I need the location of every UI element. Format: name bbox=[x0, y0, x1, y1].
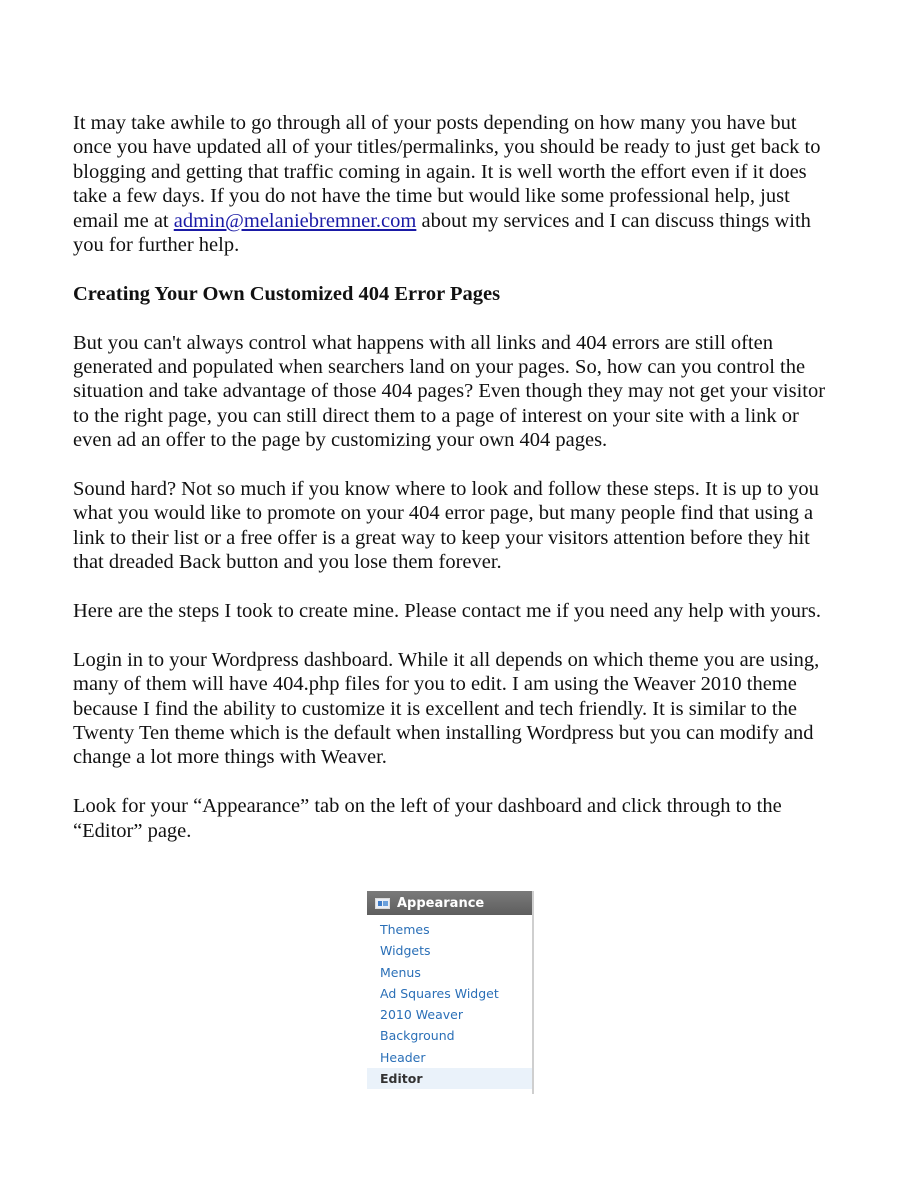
appearance-icon bbox=[375, 898, 390, 909]
paragraph-2: But you can't always control what happens with all links and 404 errors are still often generated and populated when searchers land on your pages. So, how can you control the situation and take advantage of those 404 pages? Even though they may not get your visitor to the right page, you can still direct them to a page of interest on your site with a link or even ad an offer to the page by customizing your own 404 pages. bbox=[73, 331, 826, 452]
paragraph-4: Here are the steps I took to create mine. Please contact me if you need any help with yours. bbox=[73, 600, 821, 623]
menu-item-themes[interactable]: Themes bbox=[380, 922, 430, 937]
appearance-submenu bbox=[367, 915, 532, 1089]
email-link[interactable]: admin@melaniebremner.com bbox=[173, 209, 417, 232]
menu-item-2010-weaver[interactable]: 2010 Weaver bbox=[380, 1007, 463, 1023]
menu-item-menus[interactable]: Menus bbox=[380, 964, 421, 980]
paragraph-5: Login in to your Wordpress dashboard. While it all depends on which theme you are using, many of them will have 404.php files for you to edit. I am using the Weaver 2010 theme because I find the ability to customize it is excellent and tech friendly. It is similar to the Twenty Ten theme which is the default when installing Wordpress but you can modify and change a lot more things with Weaver. bbox=[73, 648, 820, 769]
menu-item-background[interactable]: Background bbox=[380, 1028, 455, 1044]
menu-item-ad-squares-widget[interactable]: Ad Squares Widget bbox=[380, 985, 499, 1001]
appearance-menu-header[interactable] bbox=[367, 891, 532, 915]
appearance-menu-screenshot bbox=[367, 891, 534, 1094]
paragraph-3: Sound hard? Not so much if you know where to look and follow these steps. It is up to you what you would like to promote on your 404 error page, but many people find that using a link to their list or a free offer is a great way to keep your visitors attention before they hit that dreaded Back button and you lose them forever. bbox=[73, 478, 819, 574]
paragraph-6: Look for your “Appearance” tab on the left of your dashboard and click through to the “Editor” page. bbox=[73, 795, 782, 842]
appearance-menu-title: Appearance bbox=[397, 895, 485, 911]
paragraph-1: It may take awhile to go through all of your posts depending on how many you have but once you have updated all of your titles/permalinks, you should be ready to just get back to blogging and getting that traffic coming in again. It is well worth the effort even if it does take a few days. If you do not have the time but would like some professional help, just email me at admin@melaniebremner.com about my services and I can discuss things with you for further help. bbox=[73, 112, 821, 257]
menu-item-widgets[interactable]: Widgets bbox=[380, 943, 431, 959]
menu-item-editor[interactable]: Editor bbox=[367, 1068, 532, 1089]
document-body bbox=[73, 111, 833, 867]
section-heading: Creating Your Own Customized 404 Error Pages bbox=[73, 282, 501, 305]
menu-item-header[interactable]: Header bbox=[380, 1049, 426, 1065]
